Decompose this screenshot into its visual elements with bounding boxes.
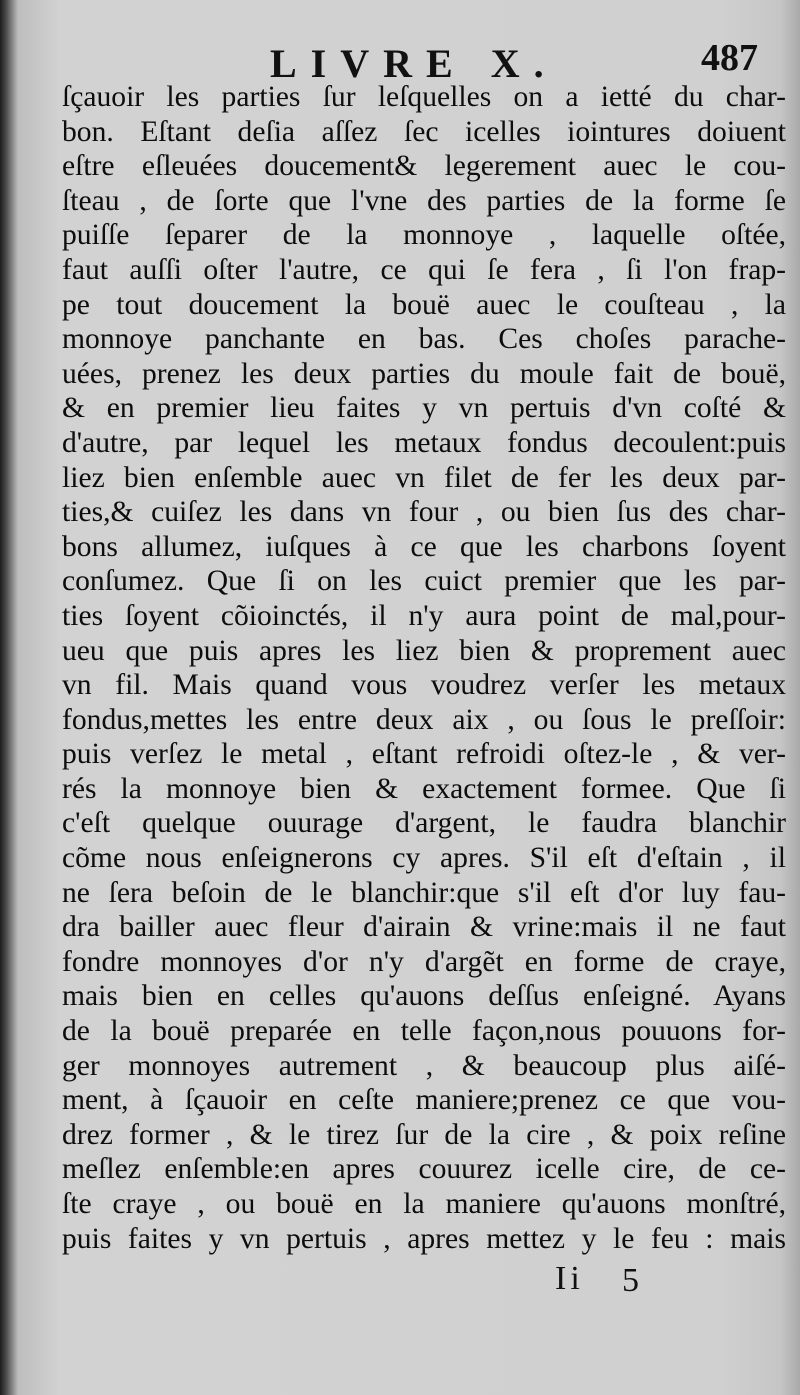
body-text <box>62 80 786 1256</box>
text-line: pe tout doucement la bouë auec le couſteau , la <box>62 288 786 321</box>
text-line: de la bouë preparée en telle façon,nous pouuons for- <box>62 1015 786 1048</box>
text-line: ger monnoyes autrement , & beaucoup plus aiſé- <box>62 1049 786 1082</box>
text-line: ties ſoyent cõioinctés, il n'y aura point de mal,pour- <box>62 599 786 632</box>
text-line: bon. Eſtant deſia aſſez ſec icelles iointures doiuent <box>62 115 786 148</box>
text-line: puis verſez le metal , eſtant refroidi oſtez-le , & ver- <box>62 738 786 771</box>
text-line: cõme nous enſeignerons cy apres. S'il eſt d'eſtain , il <box>62 842 786 875</box>
text-line: mais bien en celles qu'auons deſſus enſeigné. Ayans <box>62 980 786 1013</box>
text-line: meſlez enſemble:en apres couurez icelle cire, de ce- <box>62 1153 786 1186</box>
text-line: c'eſt quelque ouurage d'argent, le faudra blanchir <box>62 807 786 840</box>
text-line: ſteau , de ſorte que l'vne des parties de la forme ſe <box>62 184 786 217</box>
text-line: fondre monnoyes d'or n'y d'argẽt en forme de craye, <box>62 945 786 978</box>
printer-signature: Ii <box>555 1260 584 1297</box>
text-line: dra bailler auec fleur d'airain & vrine:mais il ne faut <box>62 911 786 944</box>
text-line: ueu que puis apres les liez bien & proprement auec <box>62 634 786 667</box>
text-line: puis faites y vn pertuis , apres mettez y le feu : mais <box>62 1222 786 1255</box>
page-number: 487 <box>701 37 758 79</box>
text-line: vn fil. Mais quand vous voudrez verſer les metaux <box>62 669 786 702</box>
text-line: & en premier lieu faites y vn pertuis d'vn coſté & <box>62 392 786 425</box>
signature-number: 5 <box>622 1262 639 1299</box>
text-line: fondus,mettes les entre deux aix , ou ſous le preſſoir: <box>62 703 786 736</box>
text-line: rés la monnoye bien & exactement formee. Que ſi <box>62 772 786 805</box>
text-line: eſtre eſleuées doucement& legerement auec le cou- <box>62 150 786 183</box>
page-header <box>60 36 770 86</box>
text-line: ſte craye , ou bouë en la maniere qu'auons monſtré, <box>62 1188 786 1220</box>
text-line: ſçauoir les parties ſur leſquelles on a ietté du char- <box>62 81 786 113</box>
text-line: liez bien enſemble auec vn filet de fer les deux par- <box>62 461 786 494</box>
text-line: bons allumez, iuſques à ce que les charbons ſoyent <box>62 530 786 563</box>
text-line: uées, prenez les deux parties du moule fait de bouë, <box>62 357 786 390</box>
text-line: puiſſe ſeparer de la monnoye , laquelle oſtée, <box>62 219 786 252</box>
text-line: monnoye panchante en bas. Ces choſes parache- <box>62 323 786 356</box>
text-line: ment, à ſçauoir en ceſte maniere;prenez ce que vou- <box>62 1084 786 1117</box>
text-line: ties,& cuiſez les dans vn four , ou bien ſus des char- <box>62 496 786 529</box>
text-line: ne ſera beſoin de le blanchir:que s'il eſt d'or luy fau- <box>62 876 786 909</box>
text-line: d'autre, par lequel les metaux fondus decoulent:puis <box>62 426 786 459</box>
running-head: LIVRE X. <box>270 41 558 86</box>
text-line: faut auſſi oſter l'autre, ce qui ſe fera , ſi l'on frap- <box>62 253 786 286</box>
text-line: conſumez. Que ſi on les cuict premier que les par- <box>62 565 786 598</box>
text-line: drez former , & le tirez ſur de la cire , & poix reſine <box>62 1118 786 1151</box>
